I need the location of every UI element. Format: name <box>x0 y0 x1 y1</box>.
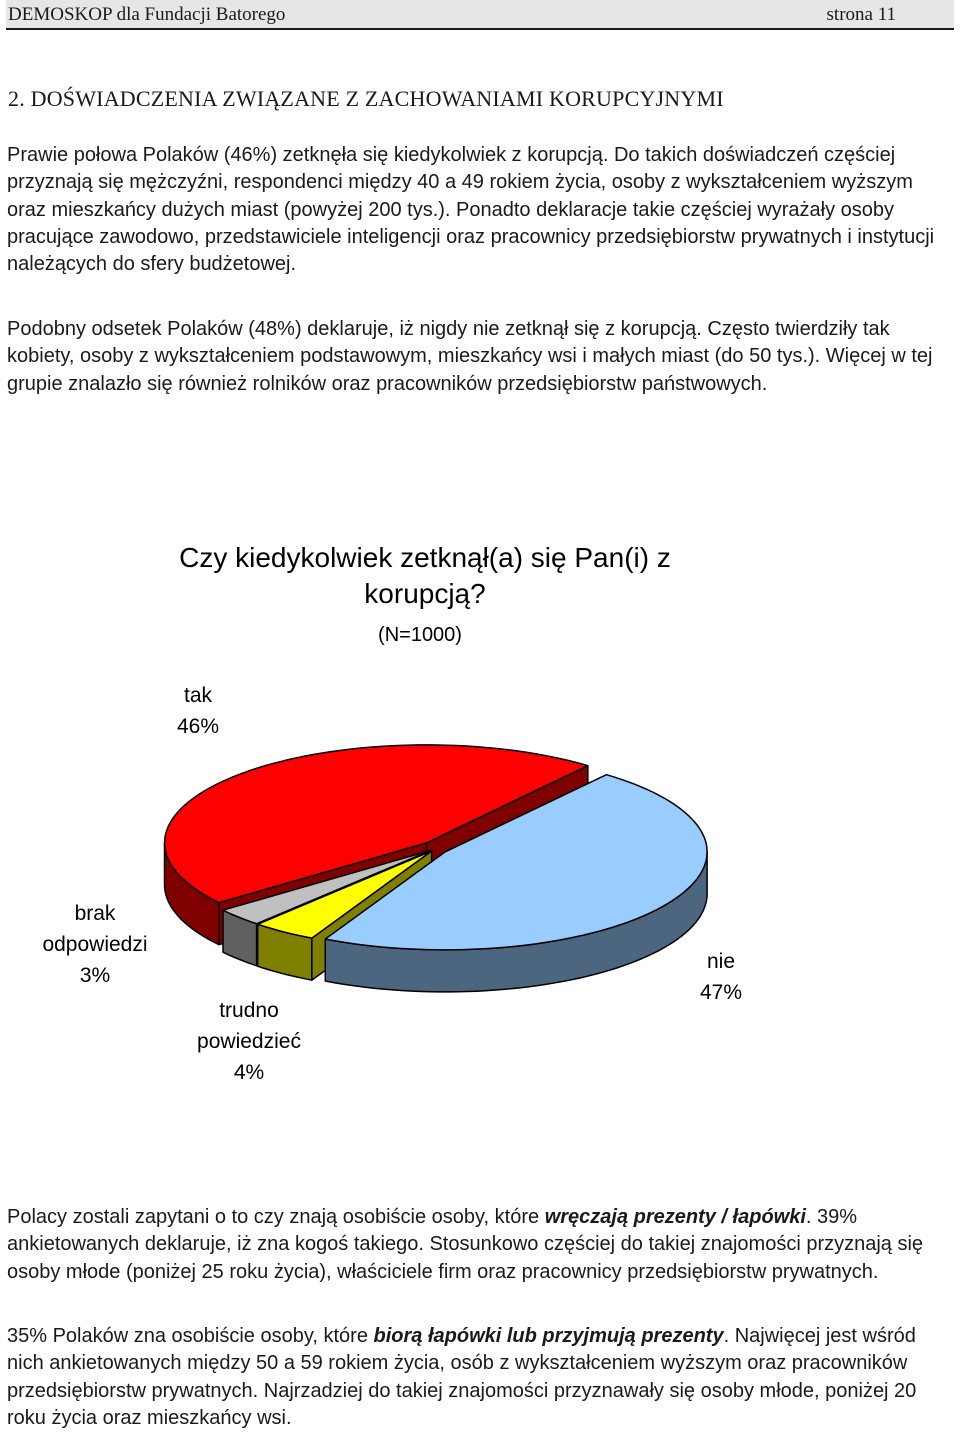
paragraph-4 <box>7 1323 953 1432</box>
slice-value-brak-odpowiedzi: 3% <box>79 964 111 987</box>
slice-name-brak-odpowiedzi: brak odpowiedzi <box>42 902 148 956</box>
paragraph-2: Podobny odsetek Polaków (48%) deklaruje, iż nigdy nie zetknął się z korupcją. Często twierdziły tak kobiety, osoby z wykształceniem podstawowym, mieszkańcy wsi i małych miast (do 50 tys.). Więcej w tej grupie znalazło się również rolników oraz pracowników przedsiębiorstw państwowych. <box>7 318 933 395</box>
slice-label-brak-odpowiedzi <box>22 898 168 991</box>
slice-value-tak: 46% <box>176 715 220 738</box>
paragraph-3-end: . 39% ankietowanych deklaruje, iż zna kogoś takiego. Stosunkowo częściej do takiej znajomości przyznają się osoby młode (poniżej 25 roku życia), właściciele firm oraz pracownicy przedsiębiorstw prywatnych. <box>7 1206 924 1283</box>
paragraph-4-emphasis: biorą łapówki lub przyjmują prezenty <box>373 1325 724 1347</box>
slice-value-nie: 47% <box>699 981 743 1004</box>
chart-subtitle: (N=1000) <box>378 624 462 646</box>
section-heading: 2. DOŚWIADCZENIA ZWIĄZANE Z ZACHOWANIAMI KORUPCYJNYMI <box>8 86 724 111</box>
chart-title: Czy kiedykolwiek zetknął(a) się Pan(i) z korupcją? <box>179 542 671 609</box>
paragraph-3 <box>7 1204 953 1286</box>
header-source: DEMOSKOP dla Fundacji Batorego <box>8 4 286 25</box>
paragraph-3-emphasis: wręczają prezenty / łapówki <box>544 1206 806 1228</box>
paragraph-1: Prawie połowa Polaków (46%) zetknęła się kiedykolwiek z korupcją. Do takich doświadczeń częściej przyznają się mężczyźni, respondenci między 40 a 49 rokiem życia, osoby z wykształceniem wyższym oraz mieszkańcy dużych miast (powyżej 200 tys.). Ponadto deklaracje takie częściej wyrażały osoby pracujące zawodowo, przedstawiciele inteligencji oraz pracownicy przedsiębiorstw prywatnych i instytucji należących do sfery budżetowej. <box>7 144 935 276</box>
slice-label-tak <box>168 680 228 742</box>
slice-label-trudno-powiedziec <box>176 995 322 1088</box>
paragraph-4-end: . Najwięcej jest wśród nich ankietowanych między 50 a 59 rokiem życia, osób z wykształceniem wyższym oraz pracowników przedsiębiorstw prywatnych. Najrzadziej do takiej znajomości przyznawały się osoby młode, poniżej 20 roku życia oraz mieszkańcy wsi. <box>7 1325 917 1429</box>
slice-name-tak: tak <box>183 684 212 707</box>
paragraph-4-start: 35% Polaków zna osobiście osoby, które <box>7 1325 374 1347</box>
slice-value-trudno-powiedziec: 4% <box>233 1061 265 1084</box>
slice-label-nie <box>686 946 756 1008</box>
slice-name-nie: nie <box>706 950 736 973</box>
slice-name-trudno-powiedziec: trudno powiedzieć <box>197 999 301 1053</box>
header-page-number: strona 11 <box>826 4 896 25</box>
paragraph-3-start: Polacy zostali zapytani o to czy znają osobiście osoby, które <box>7 1206 545 1228</box>
